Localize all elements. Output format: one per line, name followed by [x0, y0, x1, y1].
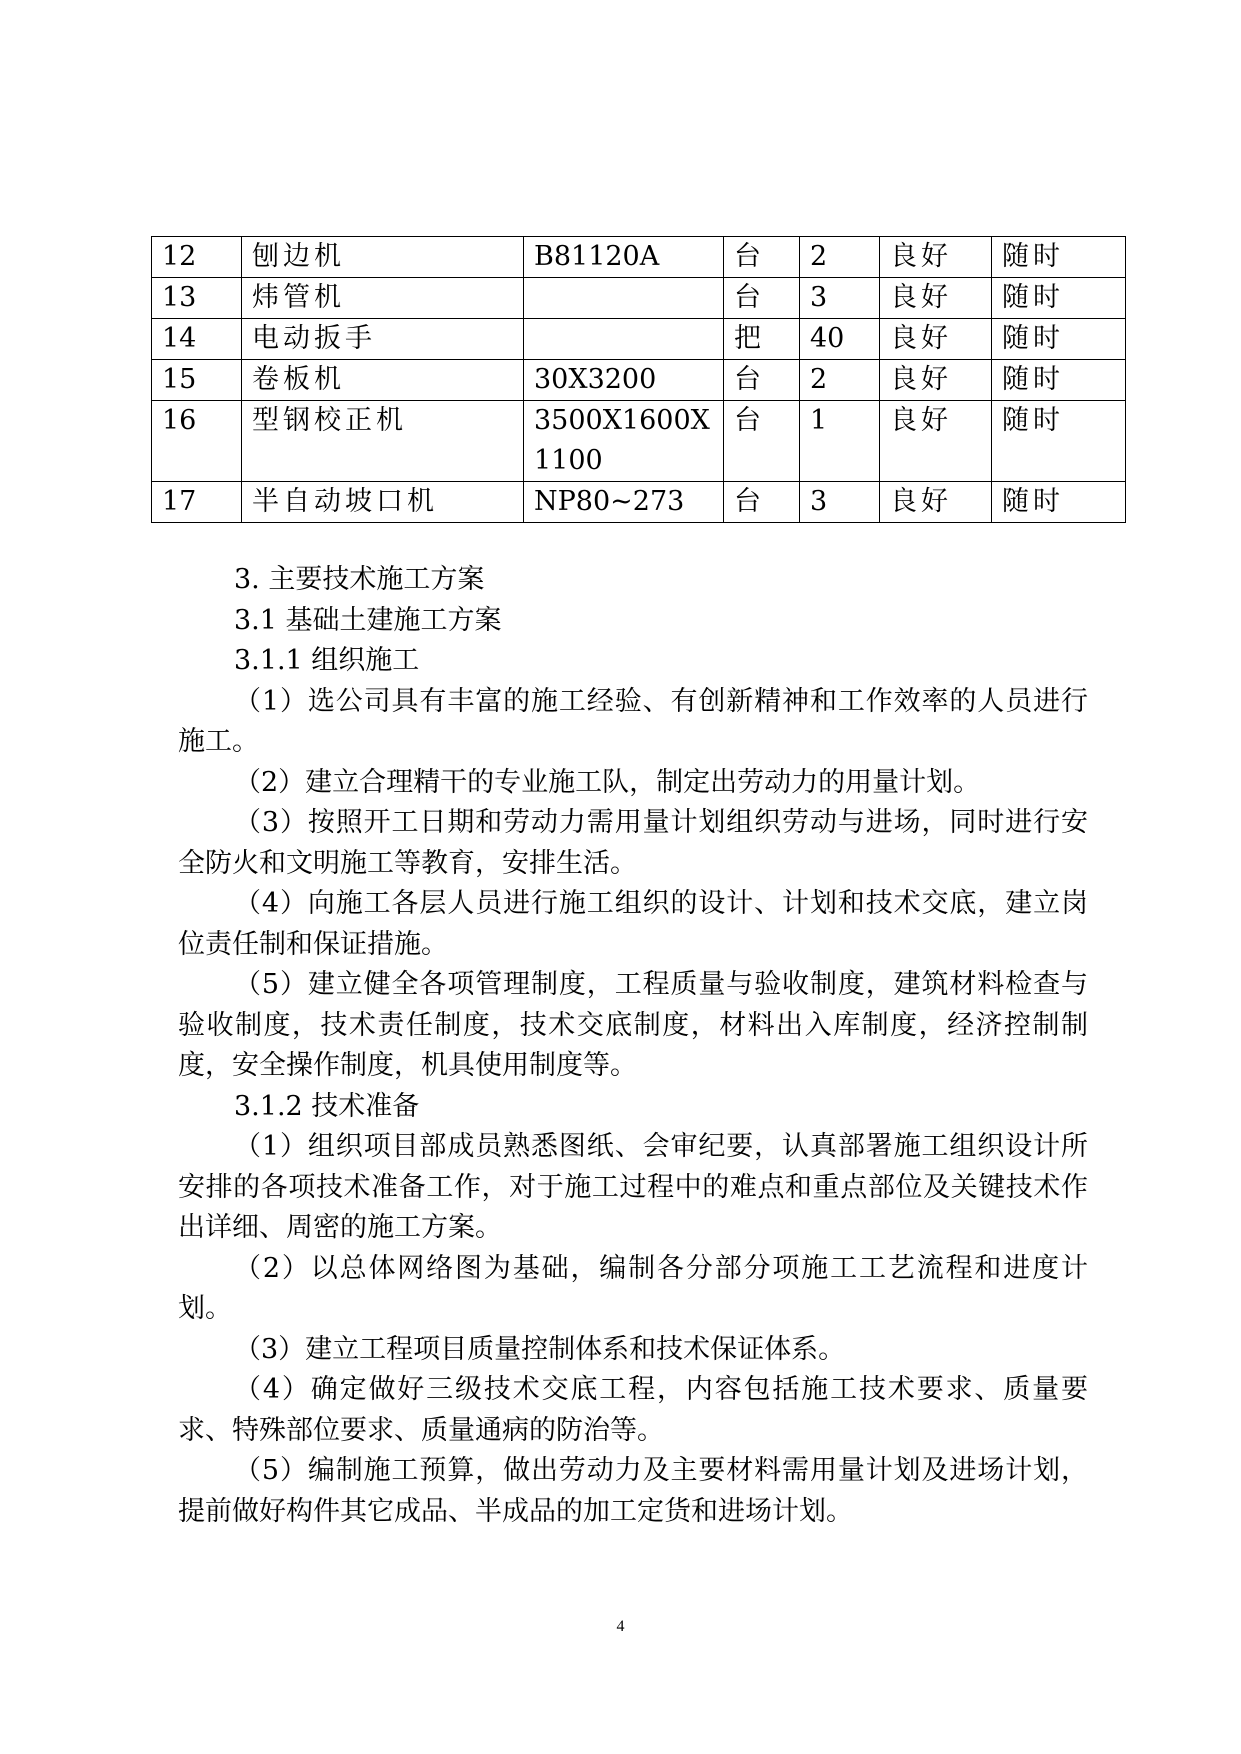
cell-condition: 良好	[880, 360, 992, 401]
table-row	[152, 278, 1126, 319]
table-row	[152, 237, 1126, 278]
cell-time: 随时	[992, 237, 1126, 278]
cell-spec: NP80~273	[524, 482, 724, 523]
cell-unit: 把	[724, 319, 800, 360]
cell-spec: B81120A	[524, 237, 724, 278]
cell-spec: 30X3200	[524, 360, 724, 401]
cell-name: 半自动坡口机	[242, 482, 524, 523]
cell-qty: 40	[800, 319, 880, 360]
cell-condition: 良好	[880, 319, 992, 360]
cell-spec	[524, 319, 724, 360]
cell-time: 随时	[992, 319, 1126, 360]
subsubsection-heading: 3.1.2 技术准备	[234, 1090, 420, 1122]
cell-no: 14	[152, 319, 242, 360]
paragraph: （4）确定做好三级技术交底工程，内容包括施工技术要求、质量要求、特殊部位要求、质量通病的防治等。	[178, 1374, 1088, 1446]
cell-unit: 台	[724, 401, 800, 482]
cell-qty: 3	[800, 482, 880, 523]
table-row	[152, 360, 1126, 401]
cell-spec: 3500X1600X1100	[524, 401, 724, 482]
paragraph: （5）建立健全各项管理制度，工程质量与验收制度，建筑材料检查与验收制度，技术责任制度，技术交底制度，材料出入库制度，经济控制制度，安全操作制度，机具使用制度等。	[178, 969, 1088, 1081]
paragraph: （2）以总体网络图为基础，编制各分部分项施工工艺流程和进度计划。	[178, 1252, 1088, 1324]
cell-time: 随时	[992, 482, 1126, 523]
cell-condition: 良好	[880, 482, 992, 523]
paragraph: （4）向施工各层人员进行施工组织的设计、计划和技术交底，建立岗位责任制和保证措施。	[178, 888, 1088, 960]
table-row	[152, 482, 1126, 523]
cell-time: 随时	[992, 360, 1126, 401]
cell-no: 17	[152, 482, 242, 523]
cell-qty: 1	[800, 401, 880, 482]
cell-condition: 良好	[880, 278, 992, 319]
table-row	[152, 401, 1126, 482]
paragraph: （1）选公司具有丰富的施工经验、有创新精神和工作效率的人员进行施工。	[178, 685, 1088, 757]
cell-name: 刨边机	[242, 237, 524, 278]
page-number: 4	[616, 1618, 625, 1635]
cell-time: 随时	[992, 401, 1126, 482]
cell-unit: 台	[724, 237, 800, 278]
paragraph: （2）建立合理精干的专业施工队，制定出劳动力的用量计划。	[234, 766, 981, 798]
document-body	[178, 560, 1088, 1532]
paragraph: （5）编制施工预算，做出劳动力及主要材料需用量计划及进场计划，提前做好构件其它成品、半成品的加工定货和进场计划。	[178, 1455, 1088, 1527]
cell-name: 型钢校正机	[242, 401, 524, 482]
cell-condition: 良好	[880, 401, 992, 482]
cell-unit: 台	[724, 482, 800, 523]
cell-no: 15	[152, 360, 242, 401]
paragraph: （1）组织项目部成员熟悉图纸、会审纪要，认真部署施工组织设计所安排的各项技术准备工作，对于施工过程中的难点和重点部位及关键技术作出详细、周密的施工方案。	[178, 1131, 1088, 1243]
cell-qty: 2	[800, 360, 880, 401]
cell-name: 电动扳手	[242, 319, 524, 360]
cell-qty: 2	[800, 237, 880, 278]
cell-no: 12	[152, 237, 242, 278]
cell-name: 炜管机	[242, 278, 524, 319]
cell-no: 16	[152, 401, 242, 482]
section-heading: 3. 主要技术施工方案	[234, 564, 485, 595]
cell-no: 13	[152, 278, 242, 319]
cell-time: 随时	[992, 278, 1126, 319]
subsection-heading: 3.1 基础土建施工方案	[234, 604, 502, 636]
cell-name: 卷板机	[242, 360, 524, 401]
cell-condition: 良好	[880, 237, 992, 278]
subsubsection-heading: 3.1.1 组织施工	[234, 645, 420, 676]
cell-unit: 台	[724, 360, 800, 401]
equipment-table	[151, 236, 1126, 523]
cell-spec	[524, 278, 724, 319]
table-row	[152, 319, 1126, 360]
paragraph: （3）按照开工日期和劳动力需用量计划组织劳动与进场，同时进行安全防火和文明施工等教育，安排生活。	[178, 807, 1088, 879]
paragraph: （3）建立工程项目质量控制体系和技术保证体系。	[234, 1333, 846, 1365]
cell-qty: 3	[800, 278, 880, 319]
cell-unit: 台	[724, 278, 800, 319]
